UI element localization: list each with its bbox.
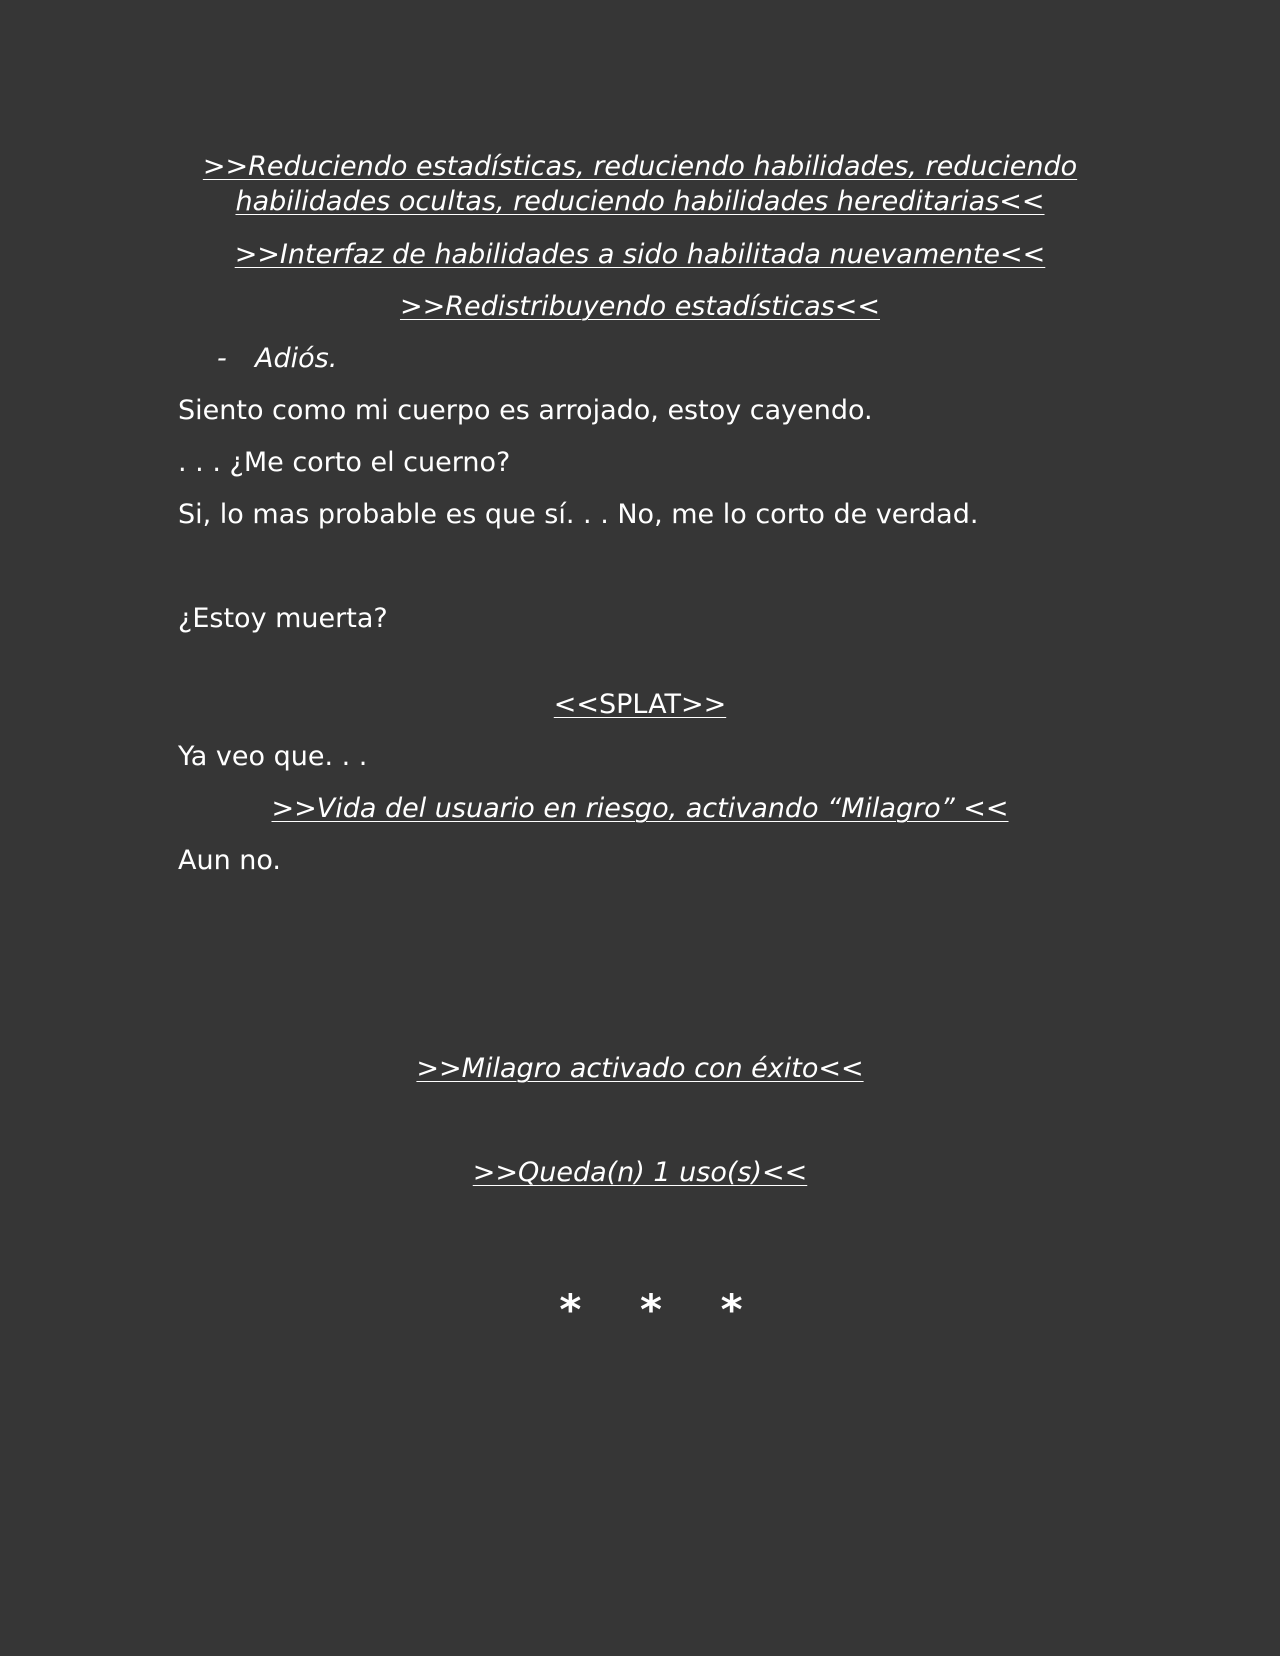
narration-horn-answer: Si, lo mas probable es que sí. . . No, me lo corto de verdad. — [178, 499, 979, 530]
narration-horn-question: . . . ¿Me corto el cuerno? — [178, 447, 511, 478]
narration-falling: Siento como mi cuerpo es arrojado, estoy cayendo. — [178, 395, 873, 426]
system-message-uses-left: >>Queda(n) 1 uso(s)<< — [472, 1157, 808, 1188]
system-message-reduce-line-1: >>Reduciendo estadísticas, reduciendo habilidades, reduciendo — [202, 151, 1078, 182]
narration-i-see: Ya veo que. . . — [178, 741, 368, 772]
system-message-interface: >>Interfaz de habilidades a sido habilitada nuevamente<< — [234, 239, 1046, 270]
system-message-life-risk: >>Vida del usuario en riesgo, activando “Milagro” << — [271, 793, 1009, 824]
system-message-miracle-success: >>Milagro activado con éxito<< — [416, 1053, 864, 1084]
dialogue-goodbye-row — [0, 341, 1280, 377]
scene-separator: * * * — [559, 1285, 765, 1334]
narration-not-yet: Aun no. — [178, 845, 282, 876]
sound-effect-splat: <<SPLAT>> — [553, 689, 727, 720]
dialogue-dash: - — [217, 343, 227, 374]
system-message-reduce-line-2: habilidades ocultas, reduciendo habilidades hereditarias<< — [235, 186, 1045, 217]
system-message-redistribute: >>Redistribuyendo estadísticas<< — [399, 291, 880, 322]
narration-dead-question: ¿Estoy muerta? — [178, 603, 388, 634]
dialogue-goodbye: Adiós. — [255, 343, 338, 374]
